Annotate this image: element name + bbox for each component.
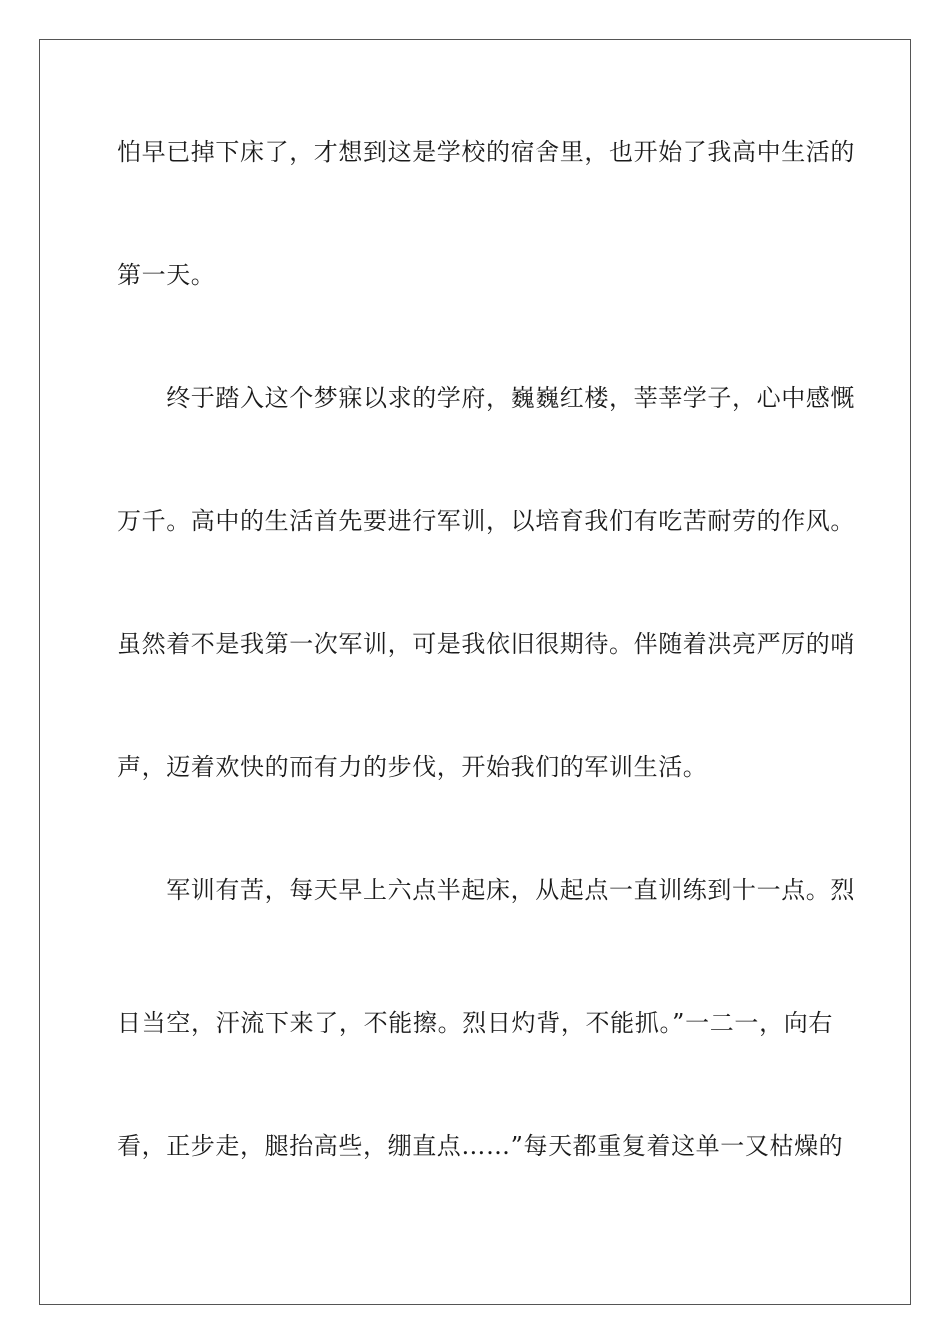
text-line: 声，迈着欢快的而有力的步伐，开始我们的军训生活。	[117, 753, 708, 781]
text-line: 终于踏入这个梦寐以求的学府，巍巍红楼，莘莘学子，心中感慨	[117, 384, 855, 412]
text-line: 看，正步走，腿抬高些，绷直点……”每天都重复着这单一又枯燥的	[117, 1132, 844, 1160]
text-line: 第一天。	[117, 261, 216, 289]
page-border	[39, 39, 911, 1305]
text-line: 军训有苦，每天早上六点半起床，从起点一直训练到十一点。烈	[117, 876, 855, 904]
text-line: 怕早已掉下床了，才想到这是学校的宿舍里，也开始了我高中生活的	[117, 138, 855, 166]
text-line: 日当空，汗流下来了，不能擦。烈日灼背，不能抓。”一二一，向右	[117, 1009, 833, 1037]
text-line: 万千。高中的生活首先要进行军训，以培育我们有吃苦耐劳的作风。	[117, 507, 855, 535]
text-line: 虽然着不是我第一次军训，可是我依旧很期待。伴随着洪亮严厉的哨	[117, 630, 855, 658]
